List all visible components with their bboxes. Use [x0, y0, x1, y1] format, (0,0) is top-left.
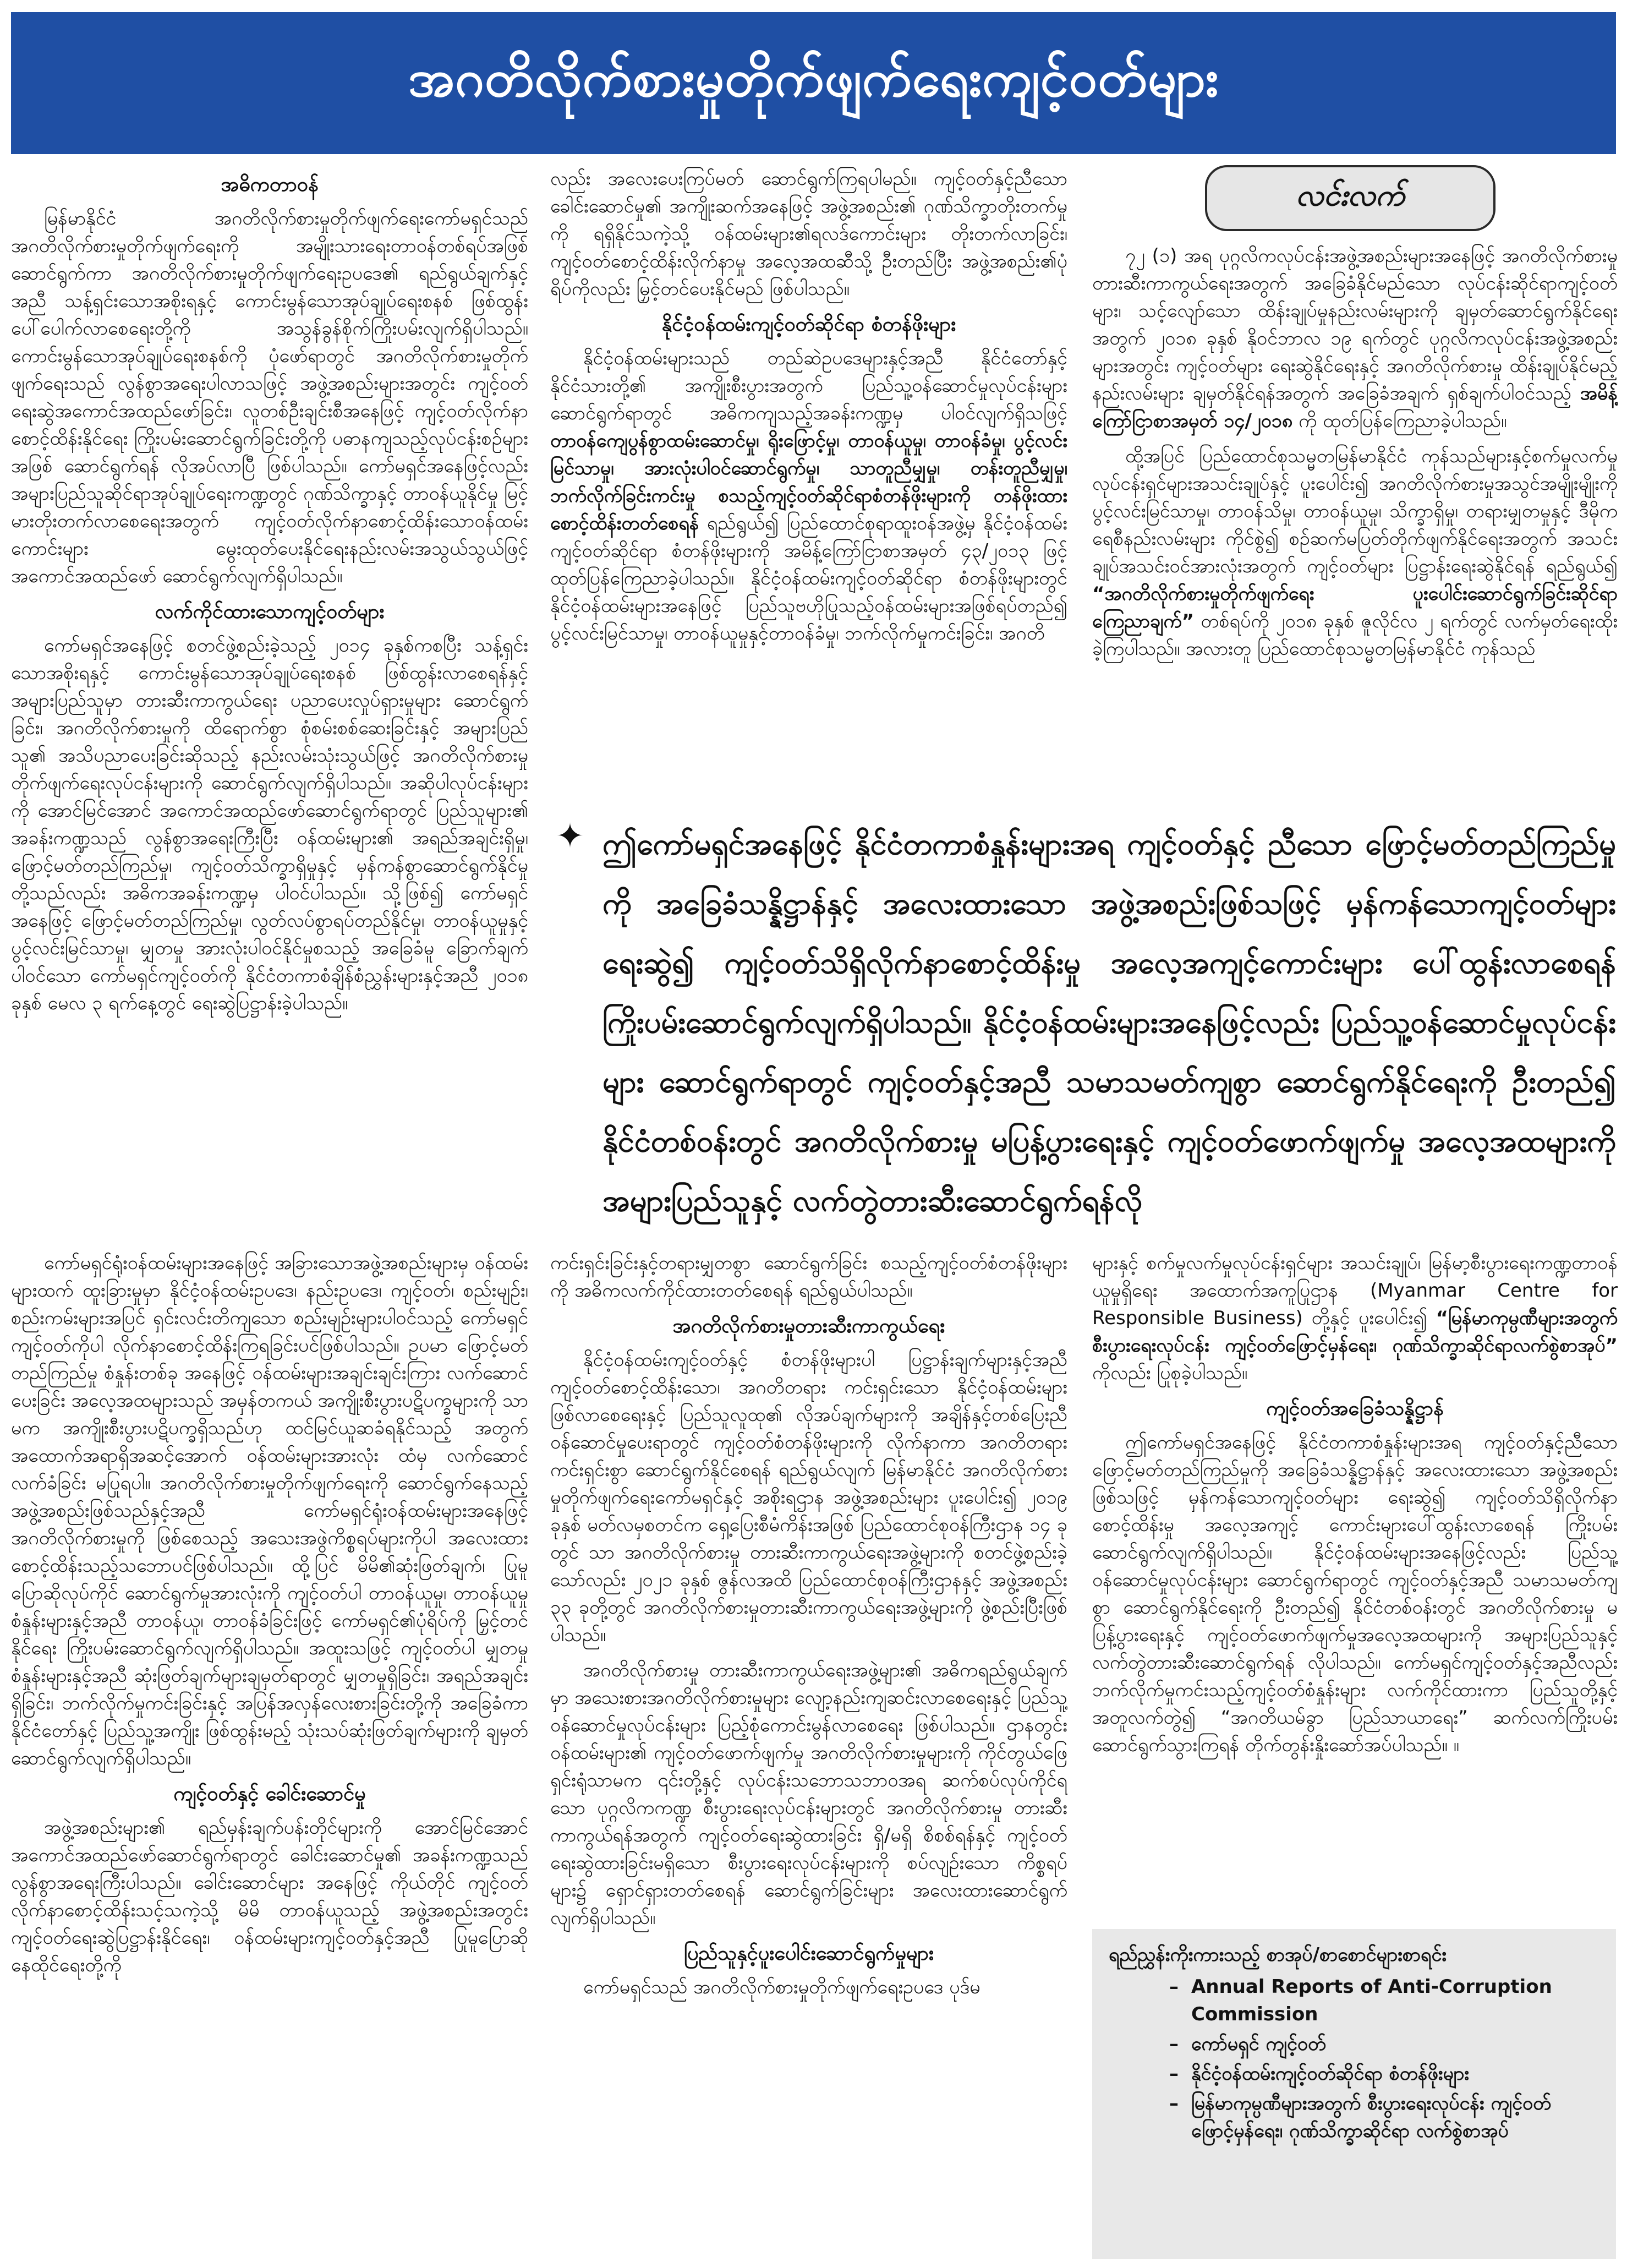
- column-1-top: [11, 165, 528, 1238]
- paragraph-text: ထို့အပြင် ပြည်ထောင်စုသမ္မတမြန်မာနိုင်ငံ ကုန်သည်များနှင့်စက်မှုလက်မှုလုပ်ငန်းရှင်များအသင်းချုပ်နှင့် ပူးပေါင်း၍ အဂတိလိုက်စားမှုအသွင်အမျိုးမျိုးကို ပွင့်လင်းမြင်သာမှု၊ တာဝန်သိမှု၊ တာဝန်ယူမှု၊ သိက္ခာရှိမှု၊ တရားမျှတမှုနှင့် ဒီမိုကရေစီနည်းလမ်းများ ကိုင်စွဲ၍ စဉ်ဆက်မပြတ်တိုက်ဖျက်နိုင်ရေးအတွက် အသင်းချုပ်အသင်းဝင်အားလုံးအတွက် ကျင့်ဝတ်များ ပြဋ္ဌာန်းရေးဆွဲနိုင်ရန် ရည်ရွယ်၍: [1092, 445, 1618, 577]
- section-heading-key-codes: လက်ကိုင်ထားသောကျင့်ဝတ်များ: [155, 600, 385, 623]
- paragraph-text: ၇၂ (၁) အရ ပုဂ္ဂလိကလုပ်ငန်းအဖွဲ့အစည်းများအနေဖြင့် အဂတိလိုက်စားမှု တားဆီးကာကွယ်ရေးအတွက် အခြေခံနိုင်မည်သော လုပ်ငန်းဆိုင်ရာကျင့်ဝတ်များ၊ သင့်လျော်သော ထိန်းချုပ်မှုနည်းလမ်းများကို ချမှတ်ဆောင်ရွက်နိုင်ရေးအတွက် ၂၀၁၈ ခုနှစ် နိုဝင်ဘာလ ၁၉ ရက်တွင် ပုဂ္ဂလိကလုပ်ငန်းအဖွဲ့အစည်းများအတွင်း ကျင့်ဝတ်များ ရေးဆွဲနိုင်ရေးနှင့် အဂတိလိုက်စားမှု ထိန်းချုပ်နိုင်မည့်နည်းလမ်းများ ချမှတ်နိုင်ရန်အတွက် အခြေခံအချက် ရှစ်ချက်ပါဝင်သည့်: [1092, 245, 1618, 405]
- paragraph: [1092, 442, 1618, 663]
- column-3-bottom: [1092, 1249, 1618, 1915]
- section-heading-ethics-basis: ကျင့်ဝတ်အခြေခံသန္နိဋ္ဌာန်: [1266, 1397, 1444, 1420]
- paragraph: လည်း အလေးပေးကြပ်မတ် ဆောင်ရွက်ကြရပါမည်။ ကျင့်ဝတ်နှင့်ညီသော ခေါင်းဆောင်မှု၏ အကျိုးဆက်အနေဖြင့် အဖွဲ့အစည်း၏ ဂုဏ်သိက္ခာတိုးတက်မှုကို ရရှိနိုင်သကဲ့သို့ ဝန်ထမ်းများ၏ရလဒ်ကောင်းများ တိုးတက်လာခြင်း၊ ကျင့်ဝတ်စောင့်ထိန်းလိုက်နာမှု အလေ့အထဆီသို့ ဦးတည်ပြီး အဖွဲ့အစည်း၏ပုံရိပ်ကိုလည်း မြှင့်တင်ပေးနိုင်မည် ဖြစ်ပါသည်။: [550, 168, 1067, 300]
- column-1-bottom: [11, 1249, 528, 2256]
- paragraph: [1092, 1249, 1618, 1387]
- paragraph-text: များနှင့် စက်မှုလက်မှုလုပ်ငန်းရှင်များ အသင်းချုပ်၊ မြန်မာ့စီးပွားရေးကဏ္ဍတာဝန်ယူမှုရှိရေး အထောက်အကူပြုဌာန (Myanmar Centre for Responsible Business) တို့နှင့် ပူးပေါင်း၍: [1092, 1252, 1618, 1329]
- references-box: [1092, 1929, 1616, 2259]
- references-list: [1092, 1973, 1616, 2145]
- paragraph: နိုင်ငံ့ဝန်ထမ်းကျင့်ဝတ်နှင့် စံတန်ဖိုးများပါ ပြဋ္ဌာန်းချက်များနှင့်အညီ ကျင့်ဝတ်စောင့်ထိန်းသော၊ အဂတိတရား ကင်းရှင်းသော နိုင်ငံ့ဝန်ထမ်းများ ဖြစ်လာစေရေးနှင့် ပြည်သူလူထု၏ လိုအပ်ချက်များကို အချိန်နှင့်တစ်ပြေးညီဝန်ဆောင်မှုပေးရာတွင် ကျင့်ဝတ်စံတန်ဖိုးများကို လိုက်နာကာ အဂတိတရားကင်းရှင်းစွာ ဆောင်ရွက်နိုင်စေရန် ရည်ရွယ်လျက် မြန်မာနိုင်ငံ အဂတိလိုက်စားမှုတိုက်ဖျက်ရေးကော်မရှင်နှင့် အစိုးရဌာန အဖွဲ့အစည်းများ ပူးပေါင်း၍ ၂၀၁၉ ခုနှစ် မတ်လမှစတင်က ရှေ့ပြေးစီမံကိန်းအဖြစ် ပြည်ထောင်စုဝန်ကြီးဌာန ၁၄ ခုတွင် သာ အဂတိလိုက်စားမှု တားဆီးကာကွယ်ရေးအဖွဲ့များကို စတင်ဖွဲ့စည်းခဲ့သော်လည်း ၂၀၂၁ ခုနှစ် ဇွန်လအထိ ပြည်ထောင်စုဝန်ကြီးဌာနနှင့် အဖွဲ့အစည်း ၃၃ ခုတို့တွင် အဂတိလိုက်စားမှုတားဆီးကာကွယ်ရေးအဖွဲ့များကို ဖွဲ့စည်းပြီးဖြစ်ပါသည်။: [550, 1349, 1067, 1646]
- paragraph-text: ရည်ရွယ်၍ ပြည်ထောင်စုရာထူးဝန်အဖွဲ့မှ နိုင်ငံ့ဝန်ထမ်းကျင့်ဝတ်ဆိုင်ရာ စံတန်ဖိုးများကို အမိန့်ကြော်ငြာစာအမှတ် ၄၃/၂၀၁၃ ဖြင့် ထုတ်ပြန်ကြေညာခဲ့ပါသည်။ နိုင်ငံ့ဝန်ထမ်းကျင့်ဝတ်ဆိုင်ရာ စံတန်ဖိုးများတွင် နိုင်ငံ့ဝန်ထမ်းများအနေဖြင့် ပြည်သူဗဟိုပြုသည့်ဝန်ထမ်းများအဖြစ်ရပ်တည်၍ ပွင့်လင်းမြင်သာမှု၊ တာဝန်ယူမှုနှင့်တာဝန်ခံမှု၊ ဘက်လိုက်မှုကင်းခြင်း၊ အဂတိ: [550, 512, 1067, 644]
- paragraph: ကော်မရှင်အနေဖြင့် စတင်ဖွဲ့စည်းခဲ့သည့် ၂၀၁၄ ခုနှစ်ကစပြီး သန့်ရှင်းသောအစိုးရနှင့် ကောင်းမွန်သောအုပ်ချုပ်ရေးစနစ် ဖြစ်ထွန်းလာစေရန်နှင့် အများပြည်သူမှာ တားဆီးကာကွယ်ရေး ပညာပေးလှုပ်ရှားမှုများ ဆောင်ရွက်ခြင်း၊ အဂတိလိုက်စားမှုကို ထိရောက်စွာ စုံစမ်းစစ်ဆေးခြင်းနှင့် အများပြည်သူ၏ အသိပညာပေးခြင်းဆိုသည့် နည်းလမ်းသုံးသွယ်ဖြင့် အဂတိလိုက်စားမှုတိုက်ဖျက်ရေးလုပ်ငန်းများကို ဆောင်ရွက်လျက်ရှိပါသည်။ အဆိုပါလုပ်ငန်းများကို အောင်မြင်အောင် အကောင်အထည်ဖော်ဆောင်ရွက်ရာတွင် ပြည်သူများ၏ အခန်းကဏ္ဍသည် လွန်စွာအရေးကြီးပြီး ဝန်ထမ်းများ၏ အရည်အချင်းရှိမှု၊ ဖြောင့်မတ်တည်ကြည်မှု၊ ကျင့်ဝတ်သိက္ခာရှိမှုနှင့် မှန်ကန်စွာဆောင်ရွက်နိုင်မှုတို့သည်လည်း အဓိကအခန်းကဏ္ဍမှ ပါဝင်ပါသည်။ သို့ဖြစ်၍ ကော်မရှင်အနေဖြင့် ဖြောင့်မတ်တည်ကြည်မှု၊ လွတ်လပ်စွာရပ်တည်နိုင်မှု၊ တာဝန်ယူမှုနှင့် ပွင့်လင်းမြင်သာမှု၊ မျှတမှု အားလုံးပါဝင်နိုင်မှုစသည့် အခြေခံမူ ခြောက်ချက်ပါဝင်သော ကော်မရှင်ကျင့်ဝတ်ကို နိုင်ငံတကာစံချိန်စံညွှန်းများနှင့်အညီ ၂၀၁၈ ခုနှစ် မေလ ၃ ရက်နေ့တွင် ရေးဆွဲပြဋ္ဌာန်းခဲ့ပါသည်။: [11, 635, 528, 1014]
- reference-item: – ကော်မရှင် ကျင့်ဝတ်: [1191, 2030, 1599, 2058]
- emphasis-text: တာဝန်ကျေပွန်စွာထမ်းဆောင်မှု၊ ရိုးဖြောင့်မှု၊ တာဝန်ယူမှု၊ တာဝန်ခံမှု၊ ပွင့်လင်းမြင်သာမှု၊ အားလုံးပါဝင်ဆောင်ရွက်မှု၊ သာတူညီမျှမှု၊ တန်းတူညီမျှမှု၊ ဘက်လိုက်ခြင်းကင်းမှု စသည့်ကျင့်ဝတ်ဆိုင်ရာစံတန်ဖိုးများကို တန်ဖိုးထားစောင့်ထိန်းတတ်စေရန်: [550, 430, 1067, 534]
- reference-item: – Annual Reports of Anti-Corruption Commission: [1191, 1973, 1599, 2028]
- reference-item: – နိုင်ငံ့ဝန်ထမ်းကျင့်ဝတ်ဆိုင်ရာ စံတန်ဖိုးများ: [1191, 2060, 1599, 2087]
- paragraph: ကင်းရှင်းခြင်းနှင့်တရားမျှတစွာ ဆောင်ရွက်ခြင်း စသည့်ကျင့်ဝတ်စံတန်ဖိုးများကို အဓိကလက်ကိုင်ထားတတ်စေရန် ရည်ရွယ်ပါသည်။: [550, 1252, 1067, 1302]
- paragraph: မြန်မာနိုင်ငံ အဂတိလိုက်စားမှုတိုက်ဖျက်ရေးကော်မရှင်သည် အဂတိလိုက်စားမှုတိုက်ဖျက်ရေးကို အမျိုးသားရေးတာဝန်တစ်ရပ်အဖြစ် ဆောင်ရွက်ကာ အဂတိလိုက်စားမှုတိုက်ဖျက်ရေးဥပဒေ၏ ရည်ရွယ်ချက်နှင့်အညီ သန့်ရှင်းသောအစိုးရနှင့် ကောင်းမွန်သောအုပ်ချုပ်ရေးစနစ် ဖြစ်ထွန်းပေါ်ပေါက်လာစေရေးတို့ကို အသွန်ခွန်စိုက်ကြိုးပမ်းလျက်ရှိပါသည်။ ကောင်းမွန်သောအုပ်ချုပ်ရေးစနစ်ကို ပုံဖော်ရာတွင် အဂတိလိုက်စားမှုတိုက်ဖျက်ရေးသည် လွန်စွာအရေးပါလာသဖြင့် အဖွဲ့အစည်းများအတွင်း ကျင့်ဝတ်ရေးဆွဲအကောင်အထည်ဖော်ခြင်း၊ လူတစ်ဦးချင်းစီအနေဖြင့် ကျင့်ဝတ်လိုက်နာစောင့်ထိန်းနိုင်ရေး ကြိုးပမ်းဆောင်ရွက်ခြင်းတို့ကို ပဓာနကျသည့်လုပ်ငန်းစဉ်များအဖြစ် ဆောင်ရွက်ရန် လိုအပ်လာပြီ ဖြစ်ပါသည်။ ကော်မရှင်အနေဖြင့်လည်း အများပြည်သူဆိုင်ရာအုပ်ချုပ်ရေးကဏ္ဍတွင် ဂုဏ်သိက္ခာနှင့် တာဝန်ယူနိုင်မှု မြင့်မားတိုးတက်လာစေရေးအတွက် ကျင့်ဝတ်လိုက်နာစောင့်ထိန်းသောဝန်ထမ်းကောင်းများ မွေးထုတ်ပေးနိုင်ရေးနည်းလမ်းအသွယ်သွယ်ဖြင့် အကောင်အထည်ဖော် ဆောင်ရွက်လျက်ရှိပါသည်။: [11, 207, 528, 587]
- paragraph-text: ကိုလည်း ပြုစုခဲ့ပါသည်။: [1092, 1362, 1248, 1384]
- section-heading-prevention: အဂတိလိုက်စားမှုတားဆီးကာကွယ်ရေး: [672, 1315, 945, 1337]
- paragraph-text: တစ်ရပ်ကို ၂၀၁၈ ခုနှစ် ဇူလိုင်လ ၂ ရက်တွင် လက်မှတ်ရေးထိုးခဲ့ကြပါသည်။ အလားတူ ပြည်ထောင်စုသမ္မတမြန်မာနိုင်ငံ ကုန်သည်: [1092, 610, 1618, 660]
- paragraph: အဖွဲ့အစည်းများ၏ ရည်မှန်းချက်ပန်းတိုင်များကို အောင်မြင်အောင် အကောင်အထည်ဖော်ဆောင်ရွက်ရာတွင် ခေါင်းဆောင်မှု၏ အခန်းကဏ္ဍသည် လွန်စွာအရေးကြီးပါသည်။ ခေါင်းဆောင်များ အနေဖြင့် ကိုယ်တိုင် ကျင့်ဝတ်လိုက်နာစောင့်ထိန်းသင့်သကဲ့သို့ မိမိ တာဝန်ယူသည့် အဖွဲ့အစည်းအတွင်း ကျင့်ဝတ်ရေးဆွဲပြဋ္ဌာန်းနိုင်ရေး၊ ဝန်ထမ်းများကျင့်ဝတ်နှင့်အညီ ပြုမူပြောဆိုနေထိုင်ရေးတို့ကို: [11, 1817, 528, 1976]
- lead-badge: လင်းလက်: [1205, 165, 1495, 231]
- emphasis-text: အမိန့်ကြော်ငြာစာအမှတ် ၁၄/၂၀၁၈: [1092, 382, 1618, 432]
- section-heading-cooperation: ပြည်သူနှင့်ပူးပေါင်းဆောင်ရွက်မှုများ: [683, 1942, 934, 1965]
- four-point-star-icon: ✦: [556, 816, 584, 856]
- section-heading-leadership: ကျင့်ဝတ်နှင့် ခေါင်းဆောင်မှု: [173, 1783, 366, 1805]
- pull-quote: [550, 815, 1616, 1238]
- emphasis-text: “အဂတိလိုက်စားမှုတိုက်ဖျက်ရေး ပူးပေါင်းဆောင်ရွက်ခြင်းဆိုင်ရာ ကြေညာချက်”: [1092, 583, 1618, 632]
- references-title: ရည်ညွှန်းကိုးကားသည့် စာအုပ်/စာစောင်များစာရင်း: [1109, 1944, 1447, 1966]
- column-3-top: [1092, 242, 1618, 798]
- paragraph: [1092, 242, 1618, 435]
- reference-item: – မြန်မာကုမ္ပဏီများအတွက် စီးပွားရေးလုပ်ငန်း ကျင့်ဝတ်ဖြောင့်မှန်ရေး၊ ဂုဏ်သိက္ခာဆိုင်ရာ လက်စွဲစာအုပ်: [1191, 2090, 1599, 2145]
- paragraph: ဤကော်မရှင်အနေဖြင့် နိုင်ငံတကာစံနှုန်းများအရ ကျင့်ဝတ်နှင့်ညီသော ဖြောင့်မတ်တည်ကြည်မှုကို အခြေခံသန္နိဋ္ဌာန်နှင့် အလေးထားသော အဖွဲ့အစည်းဖြစ်သဖြင့် မှန်ကန်သောကျင့်ဝတ်များ ရေးဆွဲ၍ ကျင့်ဝတ်သိရှိလိုက်နာစောင့်ထိန်းမှု အလေ့အကျင့် ကောင်းများပေါ်ထွန်းလာစေရန် ကြိုးပမ်းဆောင်ရွက်လျက်ရှိပါသည်။ နိုင်ငံ့ဝန်ထမ်းများအနေဖြင့်လည်း ပြည်သူ့ဝန်ဆောင်မှုလုပ်ငန်းများ ဆောင်ရွက်ရာတွင် ကျင့်ဝတ်နှင့်အညီ သမာသမတ်ကျစွာ ဆောင်ရွက်နိုင်ရေးကို ဦးတည်၍ နိုင်ငံတစ်ဝန်းတွင် အဂတိလိုက်စားမှု မပြန့်ပွားရေးနှင့် ကျင့်ဝတ်ဖောက်ဖျက်မှုအလေ့အထများကို အများပြည်သူနှင့် လက်တွဲတားဆီးဆောင်ရွက်ရန် လိုပါသည်။ ကော်မရှင်ကျင့်ဝတ်နှင့်အညီလည်း ဘက်လိုက်မှုကင်းသည့်ကျင့်ဝတ်စံနှုန်းများ လက်ကိုင်ထားကာ ပြည်သူတို့နှင့်အတူလက်တွဲ၍ “အဂတိယမ်ခွာ ပြည်သာယာရေး” ဆက်လက်ကြိုးပမ်းဆောင်ရွက်သွားကြရန် တိုက်တွန်းနှိုးဆော်အပ်ပါသည်။ ။: [1092, 1431, 1618, 1756]
- headline-banner: [11, 12, 1616, 154]
- paragraph: အဂတိလိုက်စားမှု တားဆီးကာကွယ်ရေးအဖွဲ့များ၏ အဓိကရည်ရွယ်ချက်မှာ အသေးစားအဂတိလိုက်စားမှုများ လျော့နည်းကျဆင်းလာစေရေးနှင့် ပြည်သူ့ဝန်ဆောင်မှုလုပ်ငန်းများ ပြည့်စုံကောင်းမွန်လာစေရေး ဖြစ်ပါသည်။ ဌာနတွင်းဝန်ထမ်းများ၏ ကျင့်ဝတ်ဖောက်ဖျက်မှု အဂတိလိုက်စားမှုများကို ကိုင်တွယ်ဖြေရှင်းရုံသာမက ၎င်းတို့နှင့် လုပ်ငန်းသဘောသဘာဝအရ ဆက်စပ်လုပ်ကိုင်ရသော ပုဂ္ဂလိကကဏ္ဍ စီးပွားရေးလုပ်ငန်းများတွင် အဂတိလိုက်စားမှု တားဆီးကာကွယ်ရန်အတွက် ကျင့်ဝတ်ရေးဆွဲထားခြင်း ရှိ/မရှိ စိစစ်ရန်နှင့် ကျင့်ဝတ်ရေးဆွဲထားခြင်းမရှိသော စီးပွားရေးလုပ်ငန်းများကို စပ်လျဉ်းသော ကိစ္စရပ်များ၌ ရှောင်ရှားတတ်စေရန် ဆောင်ရွက်ခြင်းများ အလေးထားဆောင်ရွက်လျက်ရှိပါသည်။: [550, 1659, 1067, 1929]
- column-2-top: [550, 165, 1067, 798]
- section-heading-main-duty: အဓိကတာဝန်: [221, 173, 319, 196]
- emphasis-text: “မြန်မာကုမ္ပဏီများအတွက် စီးပွားရေးလုပ်ငန်း ကျင့်ဝတ်ဖြောင့်မှန်ရေး၊ ဂုဏ်သိက္ခာဆိုင်ရာလက်စွဲစာအုပ်”: [1092, 1307, 1618, 1357]
- paragraph: ကော်မရှင်သည် အဂတိလိုက်စားမှုတိုက်ဖျက်ရေးဥပဒေ ပုဒ်မ: [583, 1976, 980, 1998]
- paragraph: [550, 345, 1067, 647]
- headline-title: အဂတိလိုက်စားမှုတိုက်ဖျက်ရေးကျင့်ဝတ်များ: [408, 49, 1219, 108]
- paragraph-text: နိုင်ငံ့ဝန်ထမ်းများသည် တည်ဆဲဥပဒေများနှင့်အညီ နိုင်ငံတော်နှင့် နိုင်ငံသားတို့၏ အကျိုးစီးပွားအတွက် ပြည်သူ့ဝန်ဆောင်မှုလုပ်ငန်းများ ဆောင်ရွက်ရာတွင် အဓိကကျသည့်အခန်းကဏ္ဍမှ ပါဝင်လျက်ရှိသဖြင့်: [550, 347, 1067, 424]
- paragraph-text: ကို ထုတ်ပြန်ကြေညာခဲ့ပါသည်။: [1299, 410, 1507, 432]
- section-heading-civil-service-values: နိုင်ငံ့ဝန်ထမ်းကျင့်ဝတ်ဆိုင်ရာ စံတန်ဖိုးများ: [661, 313, 956, 336]
- column-2-bottom: [550, 1249, 1067, 2256]
- paragraph: ကော်မရှင်ရုံးဝန်ထမ်းများအနေဖြင့် အခြားသောအဖွဲ့အစည်းများမှ ဝန်ထမ်းများထက် ထူးခြားမှုမှာ နိုင်ငံ့ဝန်ထမ်းဥပဒေ၊ နည်းဥပဒေ၊ ကျင့်ဝတ်၊ စည်းမျဉ်း၊ စည်းကမ်းများအပြင် ရှင်းလင်းတိကျသော စည်းမျဉ်းများပါဝင်သည့် ကော်မရှင်ကျင့်ဝတ်ကိုပါ လိုက်နာစောင့်ထိန်းကြရခြင်းပင်ဖြစ်ပါသည်။ ဥပမာ ဖြောင့်မတ်တည်ကြည်မှု စံနှုန်းတစ်ခု အနေဖြင့် ဝန်ထမ်းများအချင်းချင်းကြား လက်ဆောင်ပေးခြင်း အလေ့အထများသည် အမှန်တကယ် အကျိုးစီးပွားပဋိပက္ခများကို သာမက အကျိုးစီးပွားပဋိပက္ခရှိသည်ဟု ထင်မြင်ယူဆခံရနိုင်သည့် အတွက် အထောက်အရာရှိအဆင့်အောက် ဝန်ထမ်းများအားလုံး ထံမှ လက်ဆောင်လက်ခံခြင်း မပြုရပါ။ အဂတိလိုက်စားမှုတိုက်ဖျက်ရေးကို ဆောင်ရွက်နေသည့် အဖွဲ့အစည်းဖြစ်သည်နှင့်အညီ ကော်မရှင်ရုံးဝန်ထမ်းများအနေဖြင့် အဂတိလိုက်စားမှုကို ဖြစ်စေသည့် အသေးအဖွဲကိစ္စရပ်များကိုပါ အလေးထားစောင့်ထိန်းသည့်သဘောပင်ဖြစ်ပါသည်။ ထို့ပြင် မိမိ၏ဆုံးဖြတ်ချက်၊ ပြုမူပြောဆိုလုပ်ကိုင် ဆောင်ရွက်မှုအားလုံးကို ကျင့်ဝတ်ပါ တာဝန်ယူမှု၊ တာဝန်ယူမှုစံနှုန်းများနှင့်အညီ တာဝန်ယူ၊ တာဝန်ခံခြင်းဖြင့် ကော်မရှင်၏ပုံရိပ်ကို မြှင့်တင်နိုင်ရေး ကြိုးပမ်းဆောင်ရွက်လျက်ရှိပါသည်။ အထူးသဖြင့် ကျင့်ဝတ်ပါ မျှတမှုစံနှုန်းများနှင့်အညီ ဆုံးဖြတ်ချက်များချမှတ်ရာတွင် မျှတမှုရှိခြင်း၊ အရည်အချင်းရှိခြင်း၊ ဘက်လိုက်မှုကင်းခြင်းနှင့် အပြန်အလှန်လေးစားခြင်းတို့ကို အခြေခံကာ နိုင်ငံတော်နှင့် ပြည်သူ့အကျိုး ဖြစ်ထွန်းမည့် သုံးသပ်ဆုံးဖြတ်ချက်များကို ချမှတ်ဆောင်ရွက်လျက်ရှိပါသည်။: [11, 1252, 528, 1769]
- pull-quote-text: ဤကော်မရှင်အနေဖြင့် နိုင်ငံတကာစံနှုန်းများအရ ကျင့်ဝတ်နှင့် ညီသော ဖြောင့်မတ်တည်ကြည်မှုကို အခြေခံသန္နိဋ္ဌာန်နှင့် အလေးထားသော အဖွဲ့အစည်းဖြစ်သဖြင့် မှန်ကန်သောကျင့်ဝတ်များ ရေးဆွဲ၍ ကျင့်ဝတ်သိရှိလိုက်နာစောင့်ထိန်းမှု အလေ့အကျင့်ကောင်းများ ပေါ်ထွန်းလာစေရန် ကြိုးပမ်းဆောင်ရွက်လျက်ရှိပါသည်။ နိုင်ငံ့ဝန်ထမ်းများအနေဖြင့်လည်း ပြည်သူ့ဝန်ဆောင်မှုလုပ်ငန်းများ ဆောင်ရွက်ရာတွင် ကျင့်ဝတ်နှင့်အညီ သမာသမတ်ကျစွာ ဆောင်ရွက်နိုင်ရေးကို ဦးတည်၍ နိုင်ငံတစ်ဝန်းတွင် အဂတိလိုက်စားမှု မပြန့်ပွားရေးနှင့် ကျင့်ဝတ်ဖောက်ဖျက်မှု အလေ့အထများကို အများပြည်သူနှင့် လက်တွဲတားဆီးဆောင်ရွက်ရန်လို: [602, 827, 1616, 1218]
